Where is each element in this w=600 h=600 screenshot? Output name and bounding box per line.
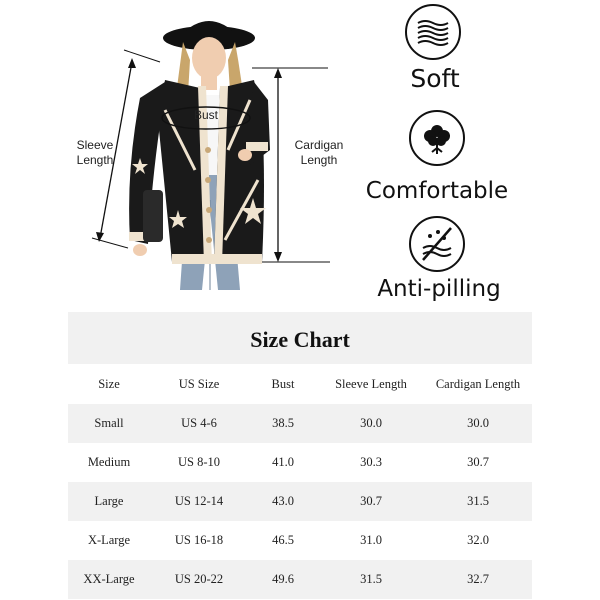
sleeve-length-label xyxy=(66,138,124,168)
table-row xyxy=(68,521,532,560)
table-cell: US 12-14 xyxy=(174,494,224,508)
size-chart-title: Size Chart xyxy=(68,312,532,364)
table-cell: 30.0 xyxy=(360,416,382,430)
table-cell: US 8-10 xyxy=(177,455,221,469)
table-row xyxy=(68,404,532,443)
column-header: Sleeve Length xyxy=(335,376,407,391)
feature-label-anti-pilling: Anti-pilling xyxy=(377,276,501,302)
table-cell: 38.5 xyxy=(272,416,294,430)
table-cell: 32.0 xyxy=(467,533,489,547)
table-row xyxy=(68,560,532,599)
table-row xyxy=(68,443,532,482)
cardigan-length-label xyxy=(288,138,350,168)
table-cell: XX-Large xyxy=(83,572,135,586)
table-row xyxy=(68,482,532,521)
bust-label: Bust xyxy=(193,108,218,122)
table-header-row xyxy=(68,364,532,404)
column-header: Size xyxy=(98,376,120,391)
size-chart-table xyxy=(68,312,532,599)
cardigan-length-label-line1: Cardigan xyxy=(294,138,344,152)
table-cell: 46.5 xyxy=(272,533,294,547)
table-cell: 30.7 xyxy=(360,494,382,508)
table-cell: 31.5 xyxy=(467,494,489,508)
table-cell: US 20-22 xyxy=(174,572,224,586)
table-cell: 49.6 xyxy=(272,572,294,586)
cardigan-length-label-line2: Length xyxy=(300,153,338,167)
table-cell: 43.0 xyxy=(272,494,294,508)
table-cell: 30.0 xyxy=(467,416,489,430)
table-cell: US 4-6 xyxy=(181,416,217,430)
sleeve-length-label-line2: Length xyxy=(76,153,114,167)
cotton-icon xyxy=(409,110,465,166)
feature-label-comfortable: Comfortable xyxy=(365,178,509,204)
product-figure xyxy=(0,0,360,305)
sleeve-length-label-line1: Sleeve xyxy=(76,138,114,152)
column-header: Cardigan Length xyxy=(435,376,521,391)
table-cell: 30.7 xyxy=(467,455,489,469)
table-cell: X-Large xyxy=(87,533,131,547)
table-cell: Large xyxy=(94,494,124,508)
column-header: US Size xyxy=(178,376,220,391)
table-cell: Small xyxy=(94,416,124,430)
table-cell: US 16-18 xyxy=(174,533,224,547)
table-cell: 30.3 xyxy=(360,455,382,469)
soft-fabric-icon xyxy=(405,4,461,60)
column-header: Bust xyxy=(271,376,295,391)
table-cell: 41.0 xyxy=(272,455,294,469)
table-cell: 32.7 xyxy=(467,572,489,586)
table-cell: 31.5 xyxy=(360,572,382,586)
anti-pilling-icon xyxy=(409,216,465,272)
table-cell: 31.0 xyxy=(360,533,382,547)
feature-label-soft: Soft xyxy=(410,64,460,93)
table-cell: Medium xyxy=(87,455,131,469)
